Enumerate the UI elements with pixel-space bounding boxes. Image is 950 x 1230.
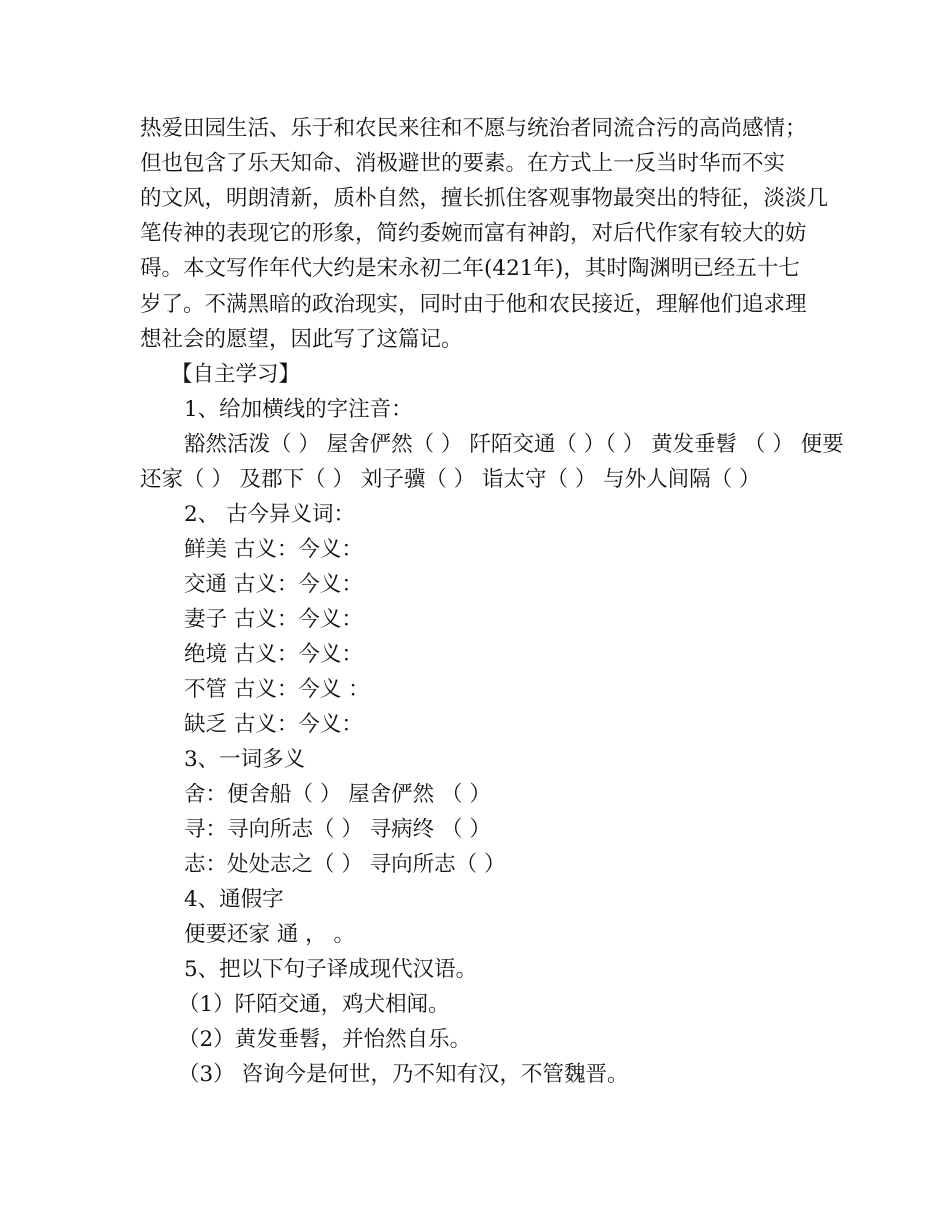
- question-3-item: 舍：便舍船（ ） 屋舍俨然 （ ）: [184, 782, 491, 807]
- paragraph-line: 热爱田园生活、乐于和农民来往和不愿与统治者同流合污的高尚感情；: [140, 116, 807, 141]
- question-1-line: 还家（ ） 及郡下（ ） 刘子骥（ ） 诣太守（ ） 与外人间隔（ ）: [140, 467, 761, 492]
- question-1-title: 1、给加横线的字注音：: [184, 397, 413, 422]
- question-2-item: 绝境 古义：今义：: [184, 642, 363, 667]
- paragraph-line: 笔传神的表现它的形象，简约委婉而富有神韵，对后代作家有较大的妨: [140, 221, 807, 246]
- question-2-item: 缺乏 古义：今义：: [184, 712, 363, 737]
- question-3-item: 寻：寻向所志（ ） 寻病终 （ ）: [184, 817, 491, 842]
- section-title: 【自主学习】: [171, 362, 301, 387]
- question-2-item: 鲜美 古义：今义：: [184, 537, 363, 562]
- question-4-item: 便要还家 通 ， 。: [184, 922, 356, 947]
- paragraph-line: 碍。本文写作年代大约是宋永初二年(421年)，其时陶渊明已经五十七: [140, 256, 800, 281]
- paragraph-line: 但也包含了乐天知命、消极避世的要素。在方式上一反当时华而不实: [140, 151, 786, 176]
- question-2-item: 不管 古义：今义 ：: [184, 677, 370, 702]
- question-4-title: 4、通假字: [184, 887, 284, 912]
- question-3-title: 3、一词多义: [184, 747, 306, 772]
- question-5-item: （1）阡陌交通，鸡犬相闻。: [178, 992, 450, 1017]
- question-5-item: （3） 咨询今是何世，乃不知有汉，不管魏晋。: [178, 1062, 629, 1087]
- paragraph-line: 想社会的愿望，因此写了这篇记。: [140, 327, 463, 352]
- question-2-item: 妻子 古义：今义：: [184, 607, 363, 632]
- question-2-item: 交通 古义：今义：: [184, 572, 363, 597]
- paragraph-line: 的文风，明朗清新，质朴自然，擅长抓住客观事物最突出的特征，淡淡几: [140, 186, 829, 211]
- question-5-item: （2）黄发垂髫，并怡然自乐。: [178, 1027, 472, 1052]
- paragraph-line: 岁了。不满黑暗的政治现实，同时由于他和农民接近，理解他们追求理: [140, 292, 807, 317]
- question-2-title: 2、 古今异义词：: [184, 502, 356, 527]
- question-3-item: 志：处处志之（ ） 寻向所志（ ）: [184, 852, 506, 877]
- question-5-title: 5、把以下句子译成现代汉语。: [184, 957, 478, 982]
- question-1-line: 豁然活泼（ ） 屋舍俨然（ ） 阡陌交通（ ）（ ） 黄发垂髫 （ ） 便要: [184, 432, 844, 457]
